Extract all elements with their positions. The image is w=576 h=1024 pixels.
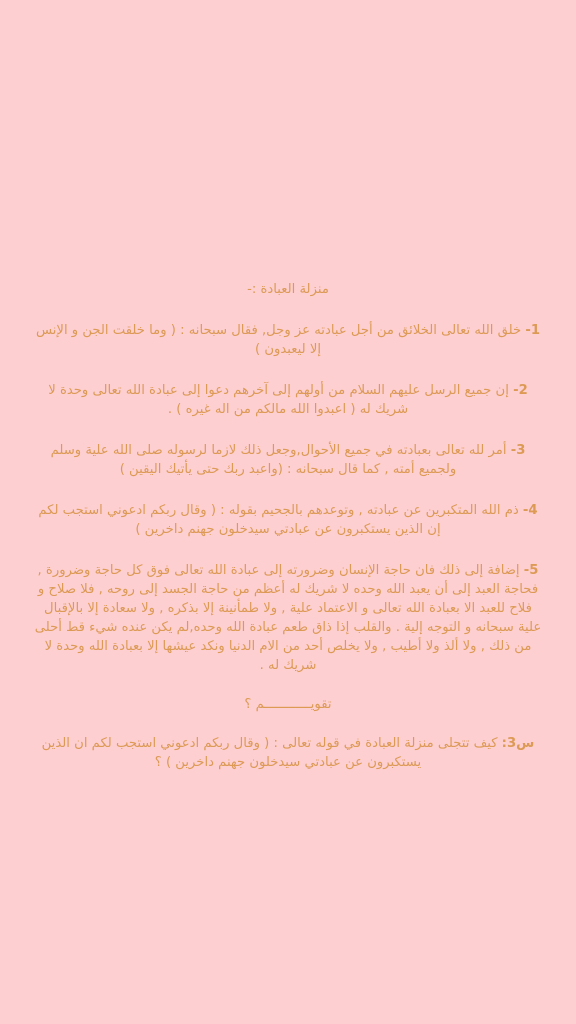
evaluation-heading: تقويــــــــــــم ؟ bbox=[244, 697, 332, 712]
paragraph-2 bbox=[34, 381, 542, 419]
paragraph-number: 5- bbox=[523, 563, 539, 578]
paragraph-1 bbox=[34, 321, 542, 359]
paragraph-number: 3- bbox=[510, 443, 526, 458]
question-number: س3: bbox=[501, 736, 535, 751]
paragraph-number: 2- bbox=[513, 383, 528, 398]
paragraph-text: إضافة إلى ذلك فان حاجة الإنسان وضرورته إلى عبادة الله تعالى فوق كل حاجة وضرورة , فحاجة العبد إلى أن يعبد الله وحده لا شريك له أعظم من حاجة الجسد إلى روحه , فلا صلاح و فلاح للعبد الا بعبادة الله تعالى و الاعتماد علية , ولا طمأنينة إلا بذكره , ولا سعادة إلا بالإقبال علية سبحانه و التوجه إلية . والقلب إذا ذاق طعم عبادة الله وحده,لم يكن عنده شيء قط أحلى من ذلك , ولا ألذ ولا أطيب , ولا يخلص أحد من الام الدنيا ونكد عيشها إلا بعبادة الله وحدة لا شريك له . bbox=[34, 563, 542, 673]
question bbox=[34, 734, 542, 772]
question-text: كيف تتجلى منزلة العبادة في قوله تعالى : ( وقال ربكم ادعوني استجب لكم ان الذين يستكبرون عن عبادتي سيدخلون جهنم داخرين ) ؟ bbox=[41, 736, 502, 770]
paragraph-number: 4- bbox=[522, 503, 538, 518]
paragraph-3 bbox=[34, 441, 542, 479]
paragraph-4 bbox=[34, 501, 542, 539]
paragraph-text: إن جميع الرسل عليهم السلام من أولهم إلى آخرهم دعوا إلى عبادة الله تعالى وحدة لا شريك له ( اعبدوا الله مالكم من اله غيره ) . bbox=[48, 383, 514, 417]
paragraph-text: خلق الله تعالى الخلائق من أجل عبادته عز وجل, فقال سبحانه : ( وما خلقت الجن و الإنس إلا ليعبدون ) bbox=[35, 323, 526, 357]
paragraph-number: 1- bbox=[525, 323, 541, 338]
paragraph-text: ذم الله المتكبرين عن عبادته , وتوعدهم بالجحيم بقوله : ( وقال ربكم ادعوني استجب لكم إن الذين يستكبرون عن عبادتي سيدخلون جهنم داخرين ) bbox=[38, 503, 523, 537]
paragraph-text: أمر لله تعالى بعبادته في جميع الأحوال,وجعل ذلك لازما لرسوله صلى الله علية وسلم ولجميع أمته , كما قال سبحانه : (واعبد ربك حتى يأتيك اليقين ) bbox=[50, 443, 511, 477]
document-title: منزلة العبادة :- bbox=[247, 282, 329, 297]
paragraph-5 bbox=[34, 561, 542, 675]
